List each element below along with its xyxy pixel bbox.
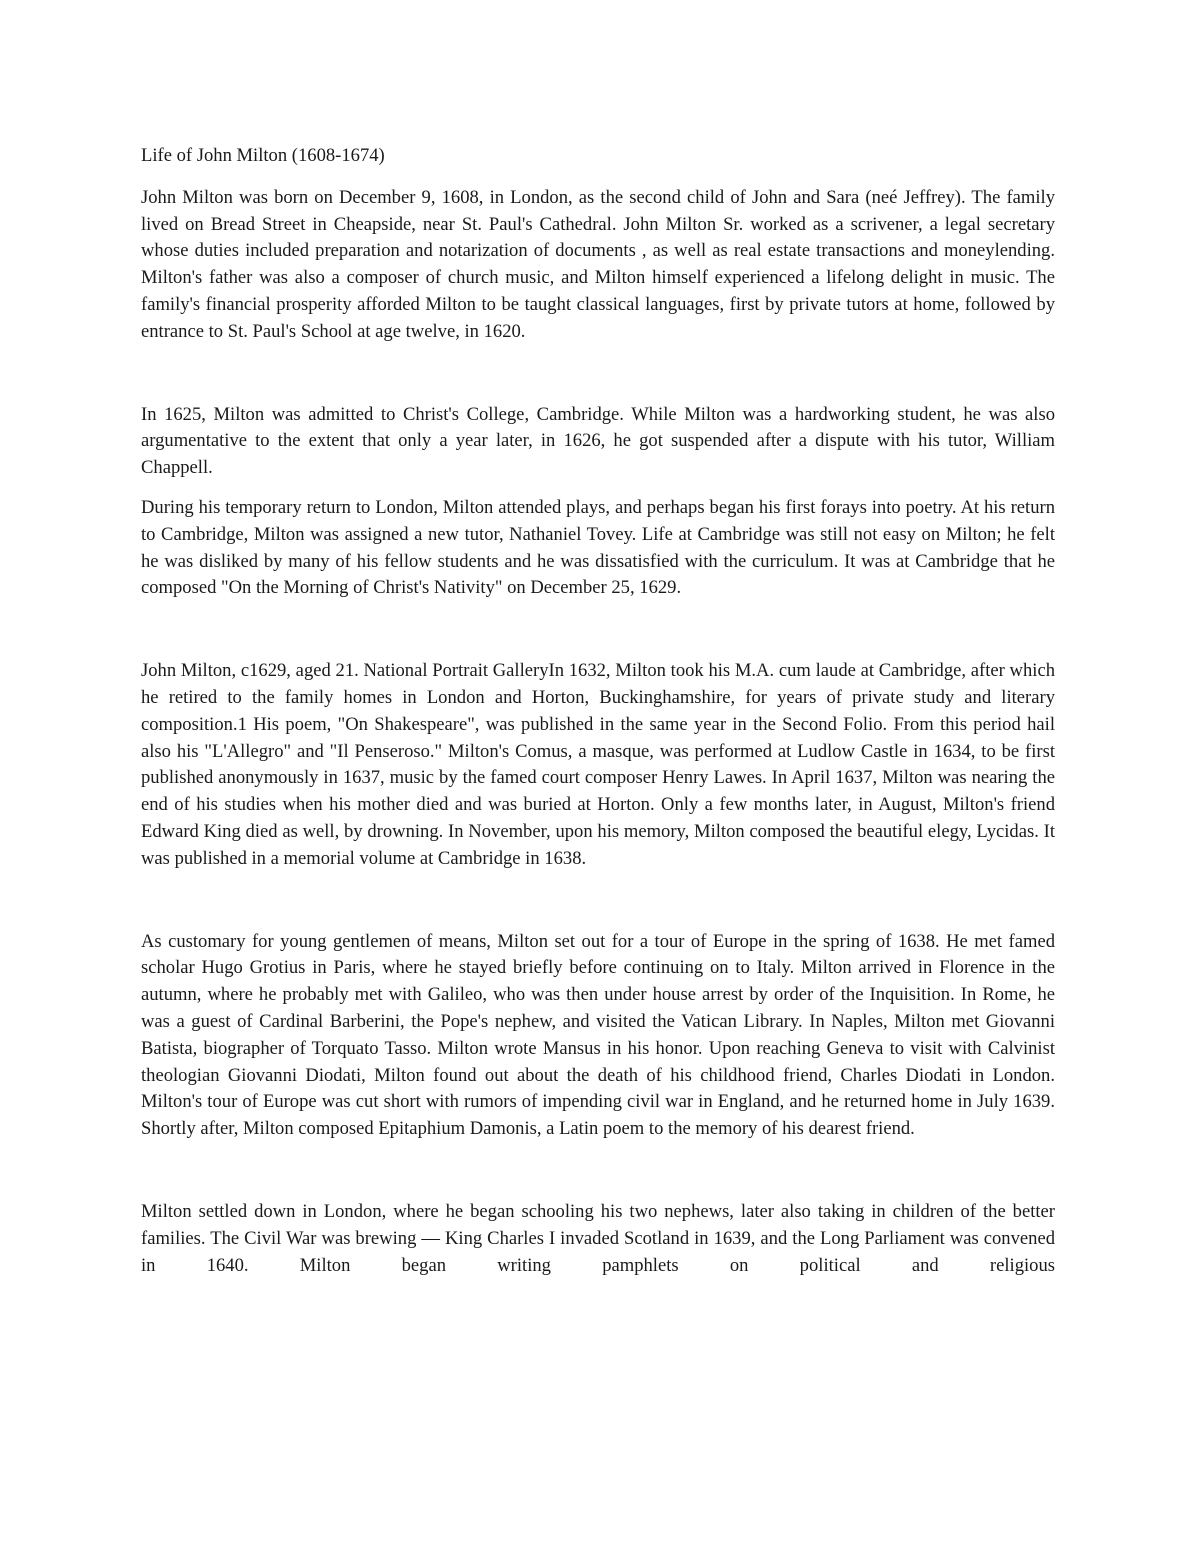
paragraph-return-to-london: During his temporary return to London, Milton attended plays, and perhaps began his first forays into poetry. At his return to Cambridge, Milton was assigned a new tutor, Nathaniel Tovey. Life at Cambridge was still not easy on Milton; he felt he was disliked by many of his fellow students and he was dissatisfied with the curriculum. It was at Cambridge that he composed "On the Morning of Christ's Nativity" on December 25, 1629.: [141, 496, 1055, 599]
paragraph-europe-tour: As customary for young gentlemen of means, Milton set out for a tour of Europe in the spring of 1638. He met famed scholar Hugo Grotius in Paris, where he stayed briefly before continuing on to Italy. Milton arrived in Florence in the autumn, where he probably met with Galileo, who was then under house arrest by order of the Inquisition. In Rome, he was a guest of Cardinal Barberini, the Pope's nephew, and visited the Vatican Library. In Naples, Milton met Giovanni Batista, biographer of Torquato Tasso. Milton wrote Mansus in his honor. Upon reaching Geneva to visit with Calvinist theologian Giovanni Diodati, Milton found out about the death of his childhood friend, Charles Diodati in London. Milton's tour of Europe was cut short with rumors of impending civil war in England, and he returned home in July 1639. Shortly after, Milton composed Epitaphium Damonis, a Latin poem to the memory of his dearest friend.: [141, 930, 1055, 1140]
paragraph-early-works: John Milton, c1629, aged 21. National Portrait GalleryIn 1632, Milton took his M.A. cum laude at Cambridge, after which he retired to the family homes in London and Horton, Buckinghamshire, for years of private study and literary composition.1 His poem, "On Shakespeare", was published in the same year in the Second Folio. From this period hail also his "L'Allegro" and "Il Penseroso." Milton's Comus, a masque, was performed at Ludlow Castle in 1634, to be first published anonymously in 1637, music by the famed court composer Henry Lawes. In April 1637, Milton was nearing the end of his studies when his mother died and was buried at Horton. Only a few months later, in August, Milton's friend Edward King died as well, by drowning. In November, upon his memory, Milton composed the beautiful elegy, Lycidas. It was published in a memorial volume at Cambridge in 1638.: [141, 660, 1055, 869]
document-body: [141, 143, 1055, 1279]
document-title: Life of John Milton (1608-1674): [141, 145, 385, 166]
paragraph-spacer: [141, 1143, 1055, 1199]
paragraph-spacer: [141, 346, 1055, 402]
paragraph-spacer: [141, 602, 1055, 658]
paragraph-spacer: [141, 873, 1055, 929]
paragraph-birth: John Milton was born on December 9, 1608, in London, as the second child of John and Sara (neé Jeffrey). The family lived on Bread Street in Cheapside, near St. Paul's Cathedral. John Milton Sr. worked as a scrivener, a legal secretary whose duties included preparation and notarization of documents , as well as real estate transactions and moneylending. Milton's father was also a composer of church music, and Milton himself experienced a lifelong delight in music. The family's financial prosperity afforded Milton to be taught classical languages, first by private tutors at home, followed by entrance to St. Paul's School at age twelve, in 1620.: [141, 186, 1055, 342]
paragraph-london-settlement: Milton settled down in London, where he began schooling his two nephews, later also taking in children of the better families. The Civil War was brewing — King Charles I invaded Scotland in 1639, and the Long Parliament was convened in 1640. Milton began writing pamphlets on political and religious: [141, 1200, 1055, 1276]
paragraph-cambridge-admission: In 1625, Milton was admitted to Christ's College, Cambridge. While Milton was a hardworking student, he was also argumentative to the extent that only a year later, in 1626, he got suspended after a dispute with his tutor, William Chappell.: [141, 403, 1055, 479]
paragraph-spacer: [141, 482, 1055, 495]
